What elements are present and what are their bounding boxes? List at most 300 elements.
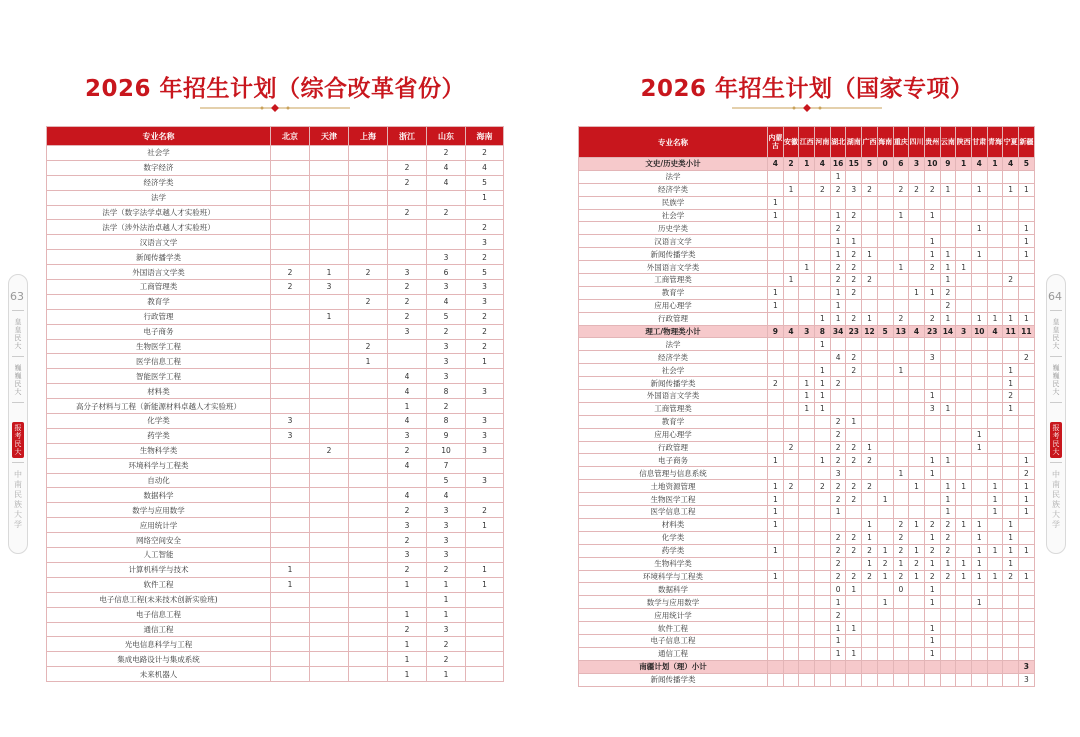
quota-cell: 3 [846, 183, 862, 196]
quota-cell [1003, 338, 1019, 351]
major-name-cell: 化学类 [47, 414, 271, 429]
quota-cell [862, 428, 878, 441]
quota-cell: 2 [830, 274, 846, 287]
quota-cell [924, 506, 940, 519]
quota-cell [940, 377, 956, 390]
quota-cell: 1 [971, 441, 987, 454]
quota-cell: 4 [830, 351, 846, 364]
quota-cell [768, 660, 784, 673]
quota-cell [1019, 209, 1035, 222]
major-name-cell: 材料类 [47, 384, 271, 399]
quota-cell [466, 399, 504, 414]
quota-cell: 1 [924, 235, 940, 248]
side-seal-right: 中南民族大学 [1052, 470, 1060, 529]
quota-cell [877, 480, 893, 493]
column-header-province: 云南 [940, 127, 956, 158]
quota-cell [1003, 673, 1019, 686]
quota-cell [909, 622, 925, 635]
quota-cell [940, 222, 956, 235]
quota-cell: 1 [1019, 248, 1035, 261]
quota-cell [893, 634, 909, 647]
table-row [47, 324, 504, 339]
quota-cell: 8 [427, 414, 466, 429]
quota-cell: 2 [846, 364, 862, 377]
quota-cell [877, 634, 893, 647]
quota-cell [783, 351, 799, 364]
column-header-province: 甘肃 [971, 127, 987, 158]
quota-cell: 3 [427, 354, 466, 369]
quota-cell [783, 467, 799, 480]
quota-cell [349, 443, 388, 458]
quota-cell [877, 364, 893, 377]
quota-cell: 2 [466, 324, 504, 339]
quota-cell: 1 [271, 562, 310, 577]
quota-cell [909, 506, 925, 519]
quota-cell: 3 [427, 503, 466, 518]
quota-cell: 1 [971, 222, 987, 235]
table-row [47, 309, 504, 324]
quota-cell: 3 [466, 443, 504, 458]
quota-cell [956, 647, 972, 660]
quota-cell: 1 [1019, 493, 1035, 506]
quota-cell [799, 647, 815, 660]
quota-cell: 3 [427, 548, 466, 563]
enrollment-table-national-special [578, 126, 1035, 687]
quota-cell [349, 369, 388, 384]
quota-cell [815, 609, 831, 622]
quota-cell [799, 235, 815, 248]
quota-cell [388, 146, 427, 161]
quota-cell [349, 175, 388, 190]
quota-cell: 2 [830, 183, 846, 196]
quota-cell [862, 415, 878, 428]
quota-cell [956, 209, 972, 222]
quota-cell: 1 [909, 518, 925, 531]
quota-cell [310, 205, 349, 220]
quota-cell: 1 [815, 364, 831, 377]
quota-cell [940, 634, 956, 647]
quota-cell: 1 [815, 377, 831, 390]
quota-cell [799, 467, 815, 480]
quota-cell: 1 [940, 506, 956, 519]
quota-cell: 7 [427, 458, 466, 473]
enrollment-table-reform-provinces [46, 126, 504, 682]
quota-cell [846, 557, 862, 570]
page-number-left: 63 [10, 290, 24, 303]
major-name-cell: 土地资源管理 [579, 480, 768, 493]
major-name-cell: 行政管理 [579, 441, 768, 454]
quota-cell: 6 [893, 158, 909, 171]
quota-cell [1019, 170, 1035, 183]
quota-cell [1003, 647, 1019, 660]
quota-cell: 2 [909, 557, 925, 570]
quota-cell [271, 384, 310, 399]
quota-cell [909, 312, 925, 325]
major-name-cell: 未来机器人 [47, 667, 271, 682]
quota-cell [940, 609, 956, 622]
quota-cell: 2 [466, 146, 504, 161]
quota-cell [924, 170, 940, 183]
quota-cell [466, 592, 504, 607]
major-name-cell: 电子商务 [579, 454, 768, 467]
quota-cell [310, 294, 349, 309]
quota-cell [956, 170, 972, 183]
table-row [47, 637, 504, 652]
quota-cell [940, 596, 956, 609]
page-title-left: 2026 年招生计划（综合改革省份） [84, 76, 466, 102]
quota-cell [427, 190, 466, 205]
major-name-cell: 通信工程 [579, 647, 768, 660]
quota-cell: 1 [815, 390, 831, 403]
quota-cell [1019, 364, 1035, 377]
quota-cell: 3 [924, 402, 940, 415]
quota-cell: 1 [815, 312, 831, 325]
quota-cell: 10 [924, 158, 940, 171]
quota-cell: 5 [877, 325, 893, 338]
quota-cell: 1 [862, 248, 878, 261]
quota-cell: 2 [427, 652, 466, 667]
table-row [579, 222, 1035, 235]
quota-cell [893, 454, 909, 467]
major-name-cell: 生物科学类 [579, 557, 768, 570]
major-name-cell: 应用心理学 [579, 299, 768, 312]
quota-cell [349, 473, 388, 488]
quota-cell [956, 312, 972, 325]
quota-cell [924, 415, 940, 428]
quota-cell: 3 [388, 265, 427, 280]
quota-cell: 4 [427, 160, 466, 175]
quota-cell: 2 [388, 160, 427, 175]
major-name-cell: 电子商务 [47, 324, 271, 339]
quota-cell [271, 592, 310, 607]
quota-cell: 3 [1019, 673, 1035, 686]
quota-cell: 3 [956, 325, 972, 338]
quota-cell [768, 248, 784, 261]
quota-cell [940, 364, 956, 377]
quota-cell [349, 250, 388, 265]
quota-cell [783, 570, 799, 583]
quota-cell [271, 473, 310, 488]
quota-cell [971, 415, 987, 428]
quota-cell: 1 [940, 274, 956, 287]
major-name-cell: 教育学 [579, 415, 768, 428]
quota-cell [877, 248, 893, 261]
quota-cell [1019, 596, 1035, 609]
quota-cell [783, 673, 799, 686]
quota-cell: 1 [830, 170, 846, 183]
quota-cell [971, 583, 987, 596]
quota-cell: 2 [862, 544, 878, 557]
quota-cell [877, 518, 893, 531]
quota-cell [956, 402, 972, 415]
quota-cell [388, 220, 427, 235]
quota-cell [1019, 274, 1035, 287]
table-row [579, 390, 1035, 403]
quota-cell [271, 324, 310, 339]
major-name-cell: 经济学类 [579, 351, 768, 364]
quota-cell [271, 607, 310, 622]
quota-cell: 1 [893, 364, 909, 377]
table-row [47, 220, 504, 235]
column-header-province: 陕西 [956, 127, 972, 158]
quota-cell: 3 [427, 533, 466, 548]
quota-cell: 1 [768, 506, 784, 519]
quota-cell [877, 183, 893, 196]
quota-cell [1019, 609, 1035, 622]
quota-cell [349, 607, 388, 622]
quota-cell [815, 170, 831, 183]
major-name-cell: 工商管理类 [579, 274, 768, 287]
quota-cell [783, 248, 799, 261]
quota-cell [815, 493, 831, 506]
quota-cell: 4 [466, 160, 504, 175]
quota-cell [909, 351, 925, 364]
quota-cell [940, 647, 956, 660]
quota-cell: 1 [466, 518, 504, 533]
major-name-cell: 生物医学工程 [579, 493, 768, 506]
quota-cell: 1 [783, 274, 799, 287]
quota-cell: 2 [427, 399, 466, 414]
major-name-cell: 数据科学 [579, 583, 768, 596]
quota-cell: 1 [940, 248, 956, 261]
quota-cell: 1 [427, 667, 466, 682]
quota-cell [956, 609, 972, 622]
quota-cell [271, 190, 310, 205]
table-row [579, 248, 1035, 261]
quota-cell [349, 592, 388, 607]
quota-cell [893, 480, 909, 493]
quota-cell: 2 [862, 183, 878, 196]
quota-cell [846, 673, 862, 686]
quota-cell [830, 402, 846, 415]
quota-cell [971, 480, 987, 493]
table-row [47, 384, 504, 399]
quota-cell [909, 583, 925, 596]
table-row [47, 354, 504, 369]
quota-cell: 1 [909, 544, 925, 557]
quota-cell: 1 [768, 493, 784, 506]
quota-cell [909, 634, 925, 647]
column-header-province: 内蒙古 [768, 127, 784, 158]
quota-cell [1019, 634, 1035, 647]
quota-cell [909, 170, 925, 183]
quota-cell: 1 [971, 596, 987, 609]
quota-cell [956, 338, 972, 351]
major-name-cell: 数据科学 [47, 488, 271, 503]
quota-cell: 1 [799, 261, 815, 274]
quota-cell [987, 274, 1003, 287]
major-name-cell: 法学 [579, 170, 768, 183]
quota-cell: 12 [862, 325, 878, 338]
quota-cell: 3 [466, 473, 504, 488]
quota-cell [877, 222, 893, 235]
quota-cell: 4 [388, 384, 427, 399]
quota-cell [815, 544, 831, 557]
quota-cell [271, 220, 310, 235]
quota-cell: 2 [846, 454, 862, 467]
quota-cell [271, 235, 310, 250]
quota-cell: 2 [466, 250, 504, 265]
quota-cell [956, 299, 972, 312]
quota-cell [987, 673, 1003, 686]
quota-cell [799, 480, 815, 493]
quota-cell: 1 [388, 637, 427, 652]
quota-cell [310, 533, 349, 548]
quota-cell [909, 531, 925, 544]
quota-cell: 34 [830, 325, 846, 338]
major-name-cell: 数学与应用数学 [579, 596, 768, 609]
quota-cell [310, 592, 349, 607]
quota-cell [956, 441, 972, 454]
quota-cell [909, 377, 925, 390]
quota-cell [310, 637, 349, 652]
quota-cell [799, 299, 815, 312]
quota-cell [877, 441, 893, 454]
quota-cell [271, 294, 310, 309]
table-row [47, 146, 504, 161]
major-name-cell: 外国语言文学类 [579, 390, 768, 403]
quota-cell: 2 [427, 324, 466, 339]
quota-cell [271, 443, 310, 458]
quota-cell: 1 [1019, 312, 1035, 325]
quota-cell: 3 [388, 428, 427, 443]
table-row [47, 488, 504, 503]
quota-cell [971, 364, 987, 377]
quota-cell: 1 [893, 261, 909, 274]
quota-cell [310, 250, 349, 265]
quota-cell [1003, 415, 1019, 428]
quota-cell [830, 518, 846, 531]
table-row [579, 428, 1035, 441]
quota-cell: 1 [783, 183, 799, 196]
quota-cell [987, 428, 1003, 441]
quota-cell [940, 235, 956, 248]
quota-cell: 2 [893, 518, 909, 531]
quota-cell [862, 609, 878, 622]
quota-cell: 1 [940, 493, 956, 506]
quota-cell [956, 622, 972, 635]
quota-cell [783, 647, 799, 660]
quota-cell [877, 351, 893, 364]
quota-cell: 2 [830, 557, 846, 570]
major-name-cell: 行政管理 [47, 309, 271, 324]
quota-cell: 1 [846, 583, 862, 596]
quota-cell [1003, 209, 1019, 222]
quota-cell: 2 [830, 377, 846, 390]
quota-cell [971, 377, 987, 390]
major-name-cell: 法学（数字法学卓越人才实验班） [47, 205, 271, 220]
quota-cell [971, 609, 987, 622]
quota-cell [909, 390, 925, 403]
quota-cell [271, 503, 310, 518]
quota-cell [940, 390, 956, 403]
quota-cell [1003, 235, 1019, 248]
table-row [579, 286, 1035, 299]
quota-cell: 3 [1019, 660, 1035, 673]
quota-cell [924, 480, 940, 493]
quota-cell [924, 660, 940, 673]
quota-cell: 2 [388, 294, 427, 309]
major-name-cell: 药学类 [47, 428, 271, 443]
quota-cell [349, 562, 388, 577]
quota-cell [783, 402, 799, 415]
quota-cell: 5 [1019, 158, 1035, 171]
column-header-major: 专业名称 [47, 127, 271, 146]
quota-cell [846, 402, 862, 415]
quota-cell: 1 [924, 467, 940, 480]
quota-cell: 1 [971, 518, 987, 531]
table-row [579, 531, 1035, 544]
quota-cell [971, 660, 987, 673]
quota-cell [799, 506, 815, 519]
column-header-province: 江西 [799, 127, 815, 158]
table-row [47, 294, 504, 309]
quota-cell: 1 [768, 196, 784, 209]
quota-cell [1003, 493, 1019, 506]
major-name-cell: 电子信息工程(未来技术创新实验班) [47, 592, 271, 607]
quota-cell [956, 222, 972, 235]
quota-cell: 1 [830, 248, 846, 261]
quota-cell: 1 [862, 441, 878, 454]
quota-cell [987, 441, 1003, 454]
quota-cell: 4 [388, 458, 427, 473]
quota-cell [909, 235, 925, 248]
major-name-cell: 工商管理类 [47, 280, 271, 295]
quota-cell [310, 160, 349, 175]
table-row [47, 190, 504, 205]
quota-cell [271, 667, 310, 682]
quota-cell [768, 170, 784, 183]
quota-cell [940, 673, 956, 686]
major-name-cell: 电子信息工程 [47, 607, 271, 622]
quota-cell: 2 [388, 175, 427, 190]
quota-cell: 1 [940, 312, 956, 325]
major-name-cell: 经济学类 [47, 175, 271, 190]
quota-cell [909, 647, 925, 660]
table-row [47, 548, 504, 563]
quota-cell [349, 518, 388, 533]
quota-cell: 4 [388, 369, 427, 384]
quota-cell [987, 286, 1003, 299]
quota-cell: 3 [388, 518, 427, 533]
quota-cell [815, 622, 831, 635]
quota-cell: 1 [388, 607, 427, 622]
quota-cell: 1 [971, 531, 987, 544]
quota-cell [877, 609, 893, 622]
column-header-province: 天津 [310, 127, 349, 146]
quota-cell: 4 [909, 325, 925, 338]
table-row [47, 369, 504, 384]
table-row [579, 506, 1035, 519]
major-name-cell: 应用统计学 [47, 518, 271, 533]
quota-cell [940, 428, 956, 441]
quota-cell [1019, 622, 1035, 635]
quota-cell: 1 [940, 454, 956, 467]
quota-cell [956, 467, 972, 480]
quota-cell [783, 660, 799, 673]
quota-cell: 1 [924, 557, 940, 570]
quota-cell [815, 634, 831, 647]
quota-cell [971, 402, 987, 415]
table-row [579, 261, 1035, 274]
quota-cell: 1 [971, 312, 987, 325]
quota-cell [1003, 299, 1019, 312]
quota-cell: 3 [388, 324, 427, 339]
major-name-cell: 通信工程 [47, 622, 271, 637]
quota-cell [940, 209, 956, 222]
quota-cell [909, 274, 925, 287]
quota-cell: 1 [940, 557, 956, 570]
